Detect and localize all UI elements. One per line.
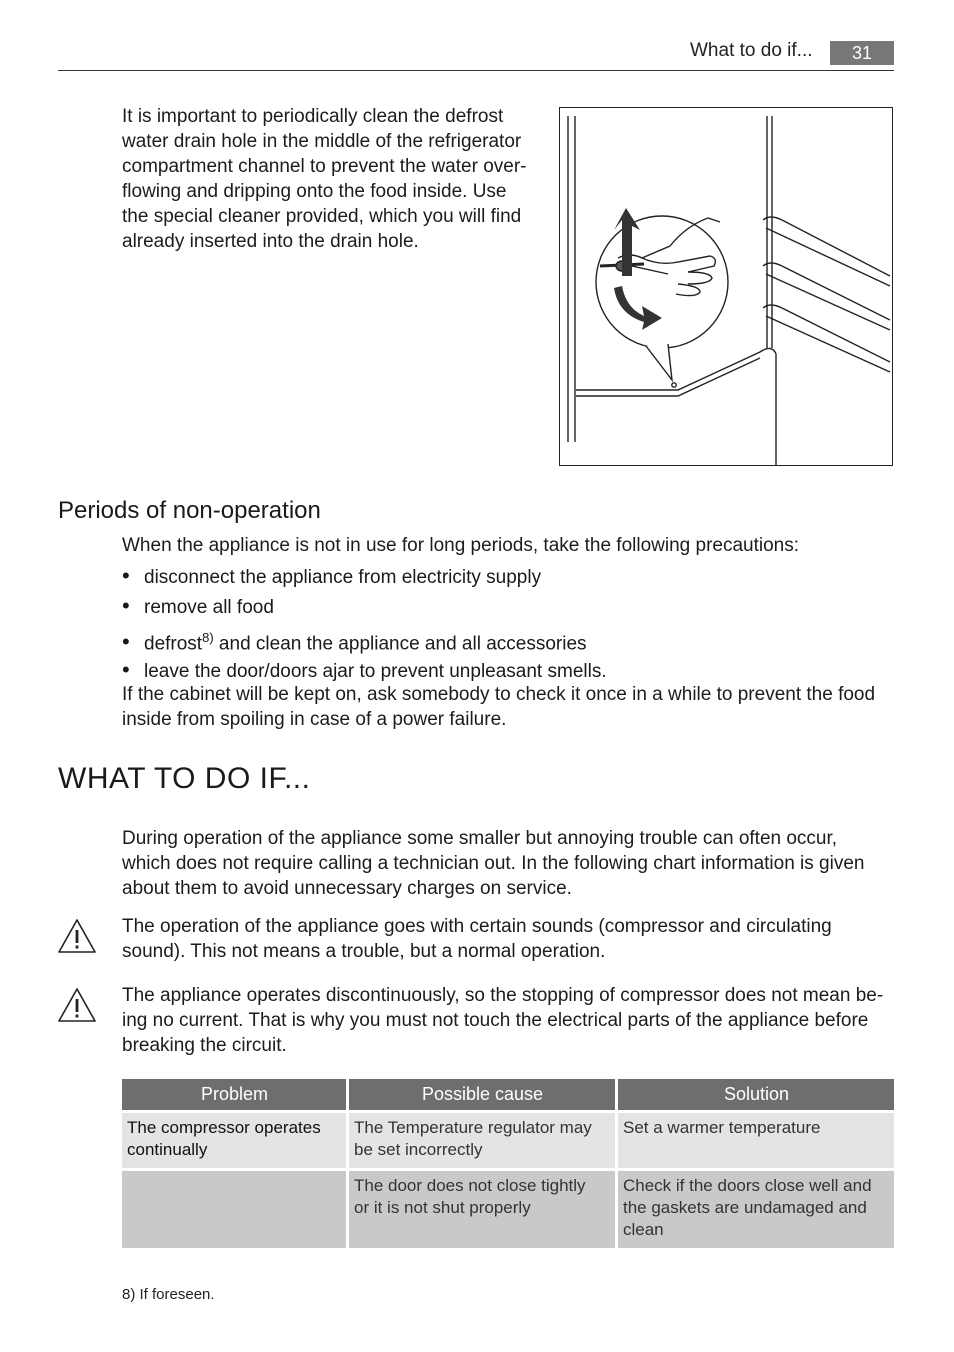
text-line: which does not require calling a technician out. In the following chart information is given [122,853,865,874]
column-header-solution: Solution [618,1079,894,1110]
bullet-icon: • [122,657,130,682]
list-item-text: and clean the appliance and all accessories [213,633,587,655]
running-header-title: What to do if... [690,40,813,61]
text-line: It is important to periodically clean the defrost [122,106,504,127]
list-item-text: disconnect the appliance from electricity supply [144,567,542,588]
table-header-row [122,1079,894,1110]
text-line: water drain hole in the middle of the refrigerator [122,131,522,152]
text-line: already inserted into the drain hole. [122,231,419,252]
cause-cell [349,1113,615,1168]
list-item [122,625,587,656]
drain-hole-illustration [559,107,893,466]
text-line: The operation of the appliance goes with certain sounds (compressor and circulating [122,916,832,937]
cell-line: continually [127,1140,208,1159]
text-line: inside from spoiling in case of a power failure. [122,709,507,730]
table-row [122,1113,894,1168]
cell-line: or it is not shut properly [354,1198,531,1217]
cell-line: the gaskets are undamaged and [623,1198,867,1217]
solution-cell [618,1113,894,1168]
troubleshooting-table [122,1079,894,1251]
text-line: During operation of the appliance some smaller but annoying trouble can often occur, [122,828,838,849]
column-header-cause: Possible cause [349,1079,615,1110]
bullet-icon: • [122,629,130,655]
solution-cell [618,1171,894,1248]
section-heading-periods: Periods of non-operation [58,497,321,524]
text-line: The appliance operates discontinuously, so the stopping of compressor does not mean be- [122,985,884,1006]
page-number: 31 [830,41,894,65]
footnote: 8) If foreseen. [122,1286,215,1303]
list-item-text: leave the door/doors ajar to prevent unpleasant smells. [144,661,607,682]
text-line: breaking the circuit. [122,1035,287,1056]
cell-line: The Temperature regulator may [354,1118,592,1137]
text-line: flowing and dripping onto the food inside. Use [122,181,507,202]
periods-intro-text: When the appliance is not in use for long periods, take the following precautions: [122,535,800,556]
periods-note [122,682,902,732]
text-line: the special cleaner provided, which you will find [122,206,522,227]
cell-line: The door does not close tightly [354,1176,586,1195]
list-item [122,593,274,620]
warning-icon [57,918,97,954]
text-line: sound). This not means a trouble, but a normal operation. [122,941,606,962]
drain-cleaning-drawing [560,108,892,465]
what-to-do-intro [122,826,897,901]
cell-line: The compressor operates [127,1118,321,1137]
text-line: If the cabinet will be kept on, ask somebody to check it once in a while to prevent the food [122,684,876,705]
bullet-icon: • [122,563,130,588]
list-item [122,563,541,590]
cell-line: Set a warmer temperature [623,1118,821,1137]
cell-line: Check if the doors close well and [623,1176,872,1195]
warning-electrical-text [122,983,897,1058]
text-line: compartment channel to prevent the water over- [122,156,527,177]
warning-icon [57,987,97,1023]
text-line: ing no current. That is why you must not touch the electrical parts of the appliance before [122,1010,869,1031]
footnote-ref: 8) [202,630,214,645]
text-line: about them to avoid unnecessary charges on service. [122,878,572,899]
cause-cell [349,1171,615,1248]
problem-cell [122,1113,346,1168]
section-heading-what-to-do: WHAT TO DO IF... [58,762,311,795]
drain-cleaning-paragraph [122,104,542,254]
bullet-icon: • [122,593,130,618]
cell-line: be set incorrectly [354,1140,483,1159]
list-item-text: remove all food [144,597,274,618]
column-header-problem: Problem [122,1079,346,1110]
warning-sounds-text [122,914,897,964]
cell-line: clean [623,1220,664,1239]
list-item-text: defrost [144,633,203,655]
table-row [122,1171,894,1248]
list-item [122,657,607,684]
problem-cell [122,1171,346,1248]
header-rule [58,70,894,71]
